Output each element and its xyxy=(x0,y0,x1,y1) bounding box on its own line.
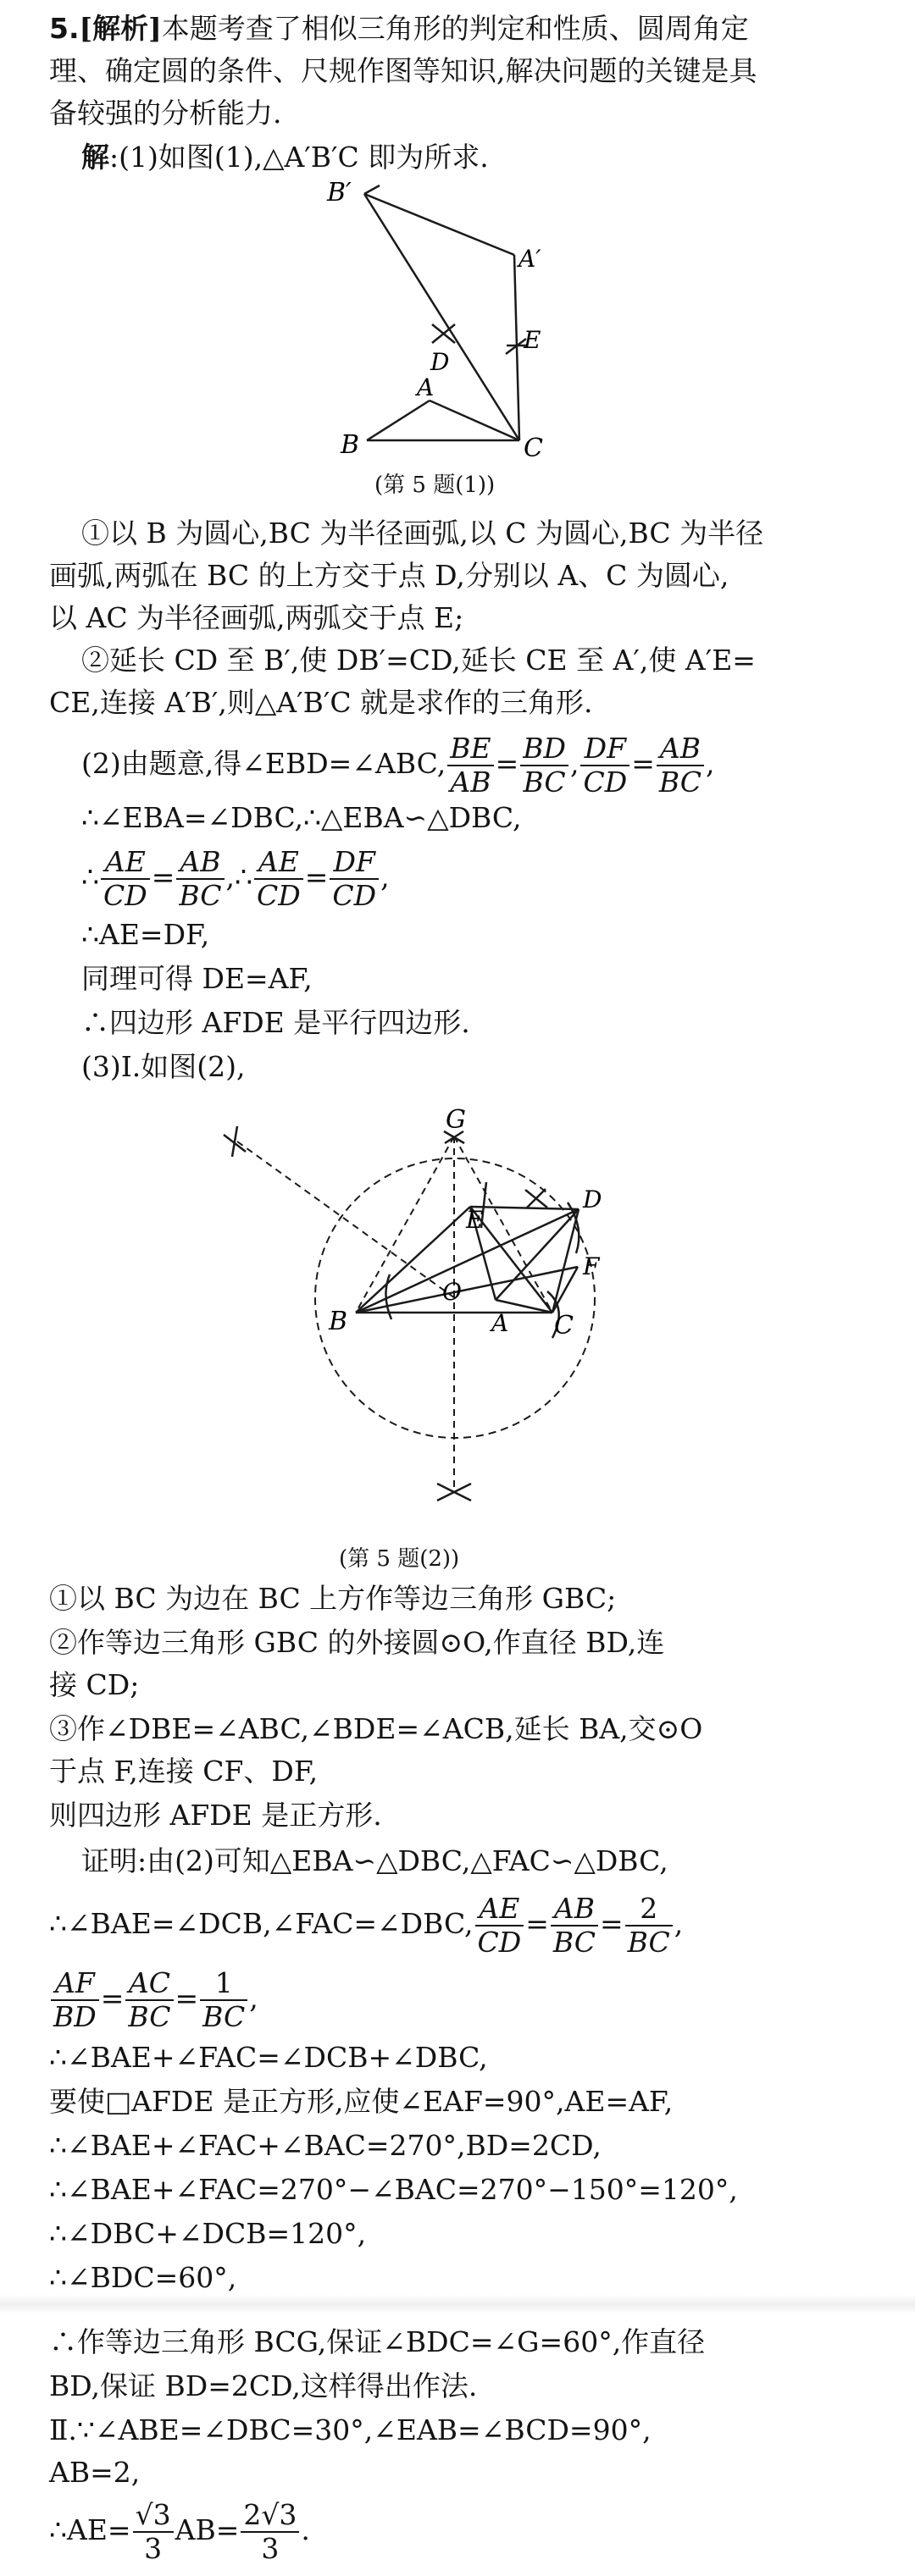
proof-line-13: AB=2, xyxy=(49,2456,141,2489)
analysis-tag: [解析] xyxy=(79,12,162,45)
fraction-ab-bc: $\frac{AB}{BC}$ xyxy=(657,732,704,799)
line-cb xyxy=(364,194,519,440)
label-a: A xyxy=(491,1309,509,1337)
p1-step-1: ①以 B 为圆心,BC 为半径画弧,以 C 为圆心,BC 为半径 xyxy=(81,517,764,550)
fraction-be-ab: $\frac{BE}{AB}$ xyxy=(447,732,493,799)
label-d: D xyxy=(430,348,450,376)
solution-label: 解 xyxy=(81,141,109,174)
p2-line-3: ∴ $\frac{AE}{CD}$ = $\frac{AB}{BC}$ ,∴ $\frac{AE}{CD}$ = $\frac{DF}{CD}$ , xyxy=(81,845,390,912)
label-e: E xyxy=(466,1206,484,1234)
fraction-af-bd: $\frac{AF}{BD}$ xyxy=(51,1967,99,2033)
proof-line-14: ∴AE= $\frac{√3}{3}$ AB= $\frac{2√3}{3}$ . xyxy=(49,2498,310,2565)
proof-line-7: ∴∠BAE+∠FAC=270°−∠BAC=270°−150°=120°, xyxy=(49,2173,738,2206)
p3-step-4: ③作∠DBE=∠ABC,∠BDE=∠ACB,延长 BA,交⊙O xyxy=(49,1712,703,1745)
fraction-bd-bc: $\frac{BD}{BC}$ xyxy=(520,732,568,799)
label-e: E xyxy=(524,326,541,354)
p3-step-6: 则四边形 AFDE 是正方形. xyxy=(49,1799,382,1832)
proof-line-5: 要使□AFDE 是正方形,应使∠EAF=90°,AE=AF, xyxy=(49,2085,674,2118)
proof-line-1: 证明:由(2)可知△EBA∽△DBC,△FAC∽△DBC, xyxy=(81,1844,668,1877)
fraction-ab-bc-2: $\frac{AB}{BC}$ xyxy=(176,846,224,912)
segment-ba xyxy=(367,401,430,440)
proof-line-3: $\frac{AF}{BD}$ = $\frac{AC}{BC}$ = $\frac{1}{BC}$ , xyxy=(49,1965,258,2033)
p2-line-6: ∴四边形 AFDE 是平行四边形. xyxy=(81,1006,470,1039)
p2-line-2: ∴∠EBA=∠DBC,∴△EBA∽△DBC, xyxy=(81,801,522,834)
figure-2 xyxy=(212,1101,602,1524)
p3-step-3: 接 CD; xyxy=(49,1668,140,1701)
p3-title: (3)Ⅰ.如图(2), xyxy=(81,1050,246,1083)
proof-line-10: ∴作等边三角形 BCG,保证∠BDC=∠G=60°,作直径 xyxy=(49,2325,706,2358)
label-b-prime: B′ xyxy=(327,178,352,207)
line-b-a xyxy=(364,194,514,255)
p1-step-2: 画弧,两弧在 BC 的上方交于点 D,分别以 A、C 为圆心, xyxy=(49,559,729,592)
problem-number: 5. xyxy=(49,12,80,45)
p3-step-2: ②作等边三角形 GBC 的外接圆⊙O,作直径 BD,连 xyxy=(49,1626,665,1659)
proof-line-8: ∴∠DBC+∠DCB=120°, xyxy=(49,2217,367,2250)
arrow-tick xyxy=(364,185,380,194)
line-ed xyxy=(470,1207,579,1209)
p1-step-4: ②延长 CD 至 B′,使 DB′=CD,延长 CE 至 A′,使 A′E= xyxy=(81,644,756,677)
fraction-ab-bc-3: $\frac{AB}{BC}$ xyxy=(551,1893,598,1959)
p3-step-5: 于点 F,连接 CF、DF, xyxy=(49,1755,319,1788)
label-a-prime: A′ xyxy=(518,245,541,273)
p2-line-1: (2)由题意,得∠EBD=∠ABC, $\frac{BE}{AB}$ = $\frac{BD}{BC}$ , $\frac{DF}{CD}$ = $\frac{AB}{BC}$ , xyxy=(81,732,715,799)
label-d: D xyxy=(583,1186,602,1213)
p3-step-1: ①以 BC 为边在 BC 上方作等边三角形 GBC; xyxy=(49,1582,617,1615)
p2-line-5: 同理可得 DE=AF, xyxy=(81,962,313,995)
line-fc xyxy=(552,1267,578,1313)
label-b: B xyxy=(341,430,360,460)
page-fold-shadow xyxy=(0,2295,915,2313)
label-f: F xyxy=(583,1252,600,1280)
fraction-ae-cd-3: $\frac{AE}{CD}$ xyxy=(475,1893,524,1959)
proof-line-2: ∴∠BAE=∠DCB,∠FAC=∠DBC, $\frac{AE}{CD}$ = $\frac{AB}{BC}$ = $\frac{2}{BC}$ , xyxy=(49,1892,684,1959)
intro-line-2: 理、确定圆的条件、尺规作图等知识,解决问题的关键是具 xyxy=(49,54,757,87)
proof-line-9: ∴∠BDC=60°, xyxy=(49,2261,237,2294)
proof-line-12: Ⅱ.∵∠ABE=∠DBC=30°,∠EAB=∠BCD=90°, xyxy=(49,2413,652,2446)
proof-line-6: ∴∠BAE+∠FAC+∠BAC=270°,BD=2CD, xyxy=(49,2129,602,2162)
line-bf xyxy=(356,1267,578,1313)
figure-1-caption: (第 5 题(1)) xyxy=(374,473,496,498)
label-a: A xyxy=(417,373,435,401)
proof-line-4: ∴∠BAE+∠FAC=∠DCB+∠DBC, xyxy=(49,2041,488,2074)
intro-line-3: 备较强的分析能力. xyxy=(49,97,282,130)
label-b: B xyxy=(329,1307,348,1336)
figure-2-caption: (第 5 题(2)) xyxy=(339,1546,460,1572)
bisector-dashed xyxy=(237,1142,455,1298)
fraction-2-bc: $\frac{2}{BC}$ xyxy=(625,1893,673,1959)
fraction-ae-cd-2: $\frac{AE}{CD}$ xyxy=(254,846,303,912)
p1-step-5: CE,连接 A′B′,则△A′B′C 就是求作的三角形. xyxy=(49,686,593,719)
label-o: O xyxy=(442,1278,462,1306)
proof-line-11: BD,保证 BD=2CD,这样得出作法. xyxy=(49,2369,478,2402)
p2-line-4: ∴AE=DF, xyxy=(81,918,210,951)
part1-title: 解:(1)如图(1),△A′B′C 即为所求. xyxy=(81,141,489,174)
fraction-2sqrt3-3: $\frac{2√3}{3}$ xyxy=(241,2499,299,2565)
figure-1 xyxy=(313,174,593,478)
fraction-df-cd: $\frac{DF}{CD}$ xyxy=(580,732,629,799)
fraction-1-bc: $\frac{1}{BC}$ xyxy=(200,1967,247,2033)
fraction-sqrt3-3: $\frac{√3}{3}$ xyxy=(133,2499,174,2565)
intro-line-1: 5.[解析]本题考查了相似三角形的判定和性质、圆周角定 xyxy=(49,12,749,45)
label-g: G xyxy=(446,1105,466,1135)
p1-step-3: 以 AC 为半径画弧,两弧交于点 E; xyxy=(49,601,464,634)
fraction-ae-cd: $\frac{AE}{CD}$ xyxy=(101,846,150,912)
line-gb xyxy=(356,1136,454,1313)
fraction-ac-bc: $\frac{AC}{BC}$ xyxy=(125,1967,173,2033)
fraction-df-cd-2: $\frac{DF}{CD}$ xyxy=(330,846,379,912)
label-c: C xyxy=(524,434,543,463)
label-c: C xyxy=(554,1311,574,1341)
